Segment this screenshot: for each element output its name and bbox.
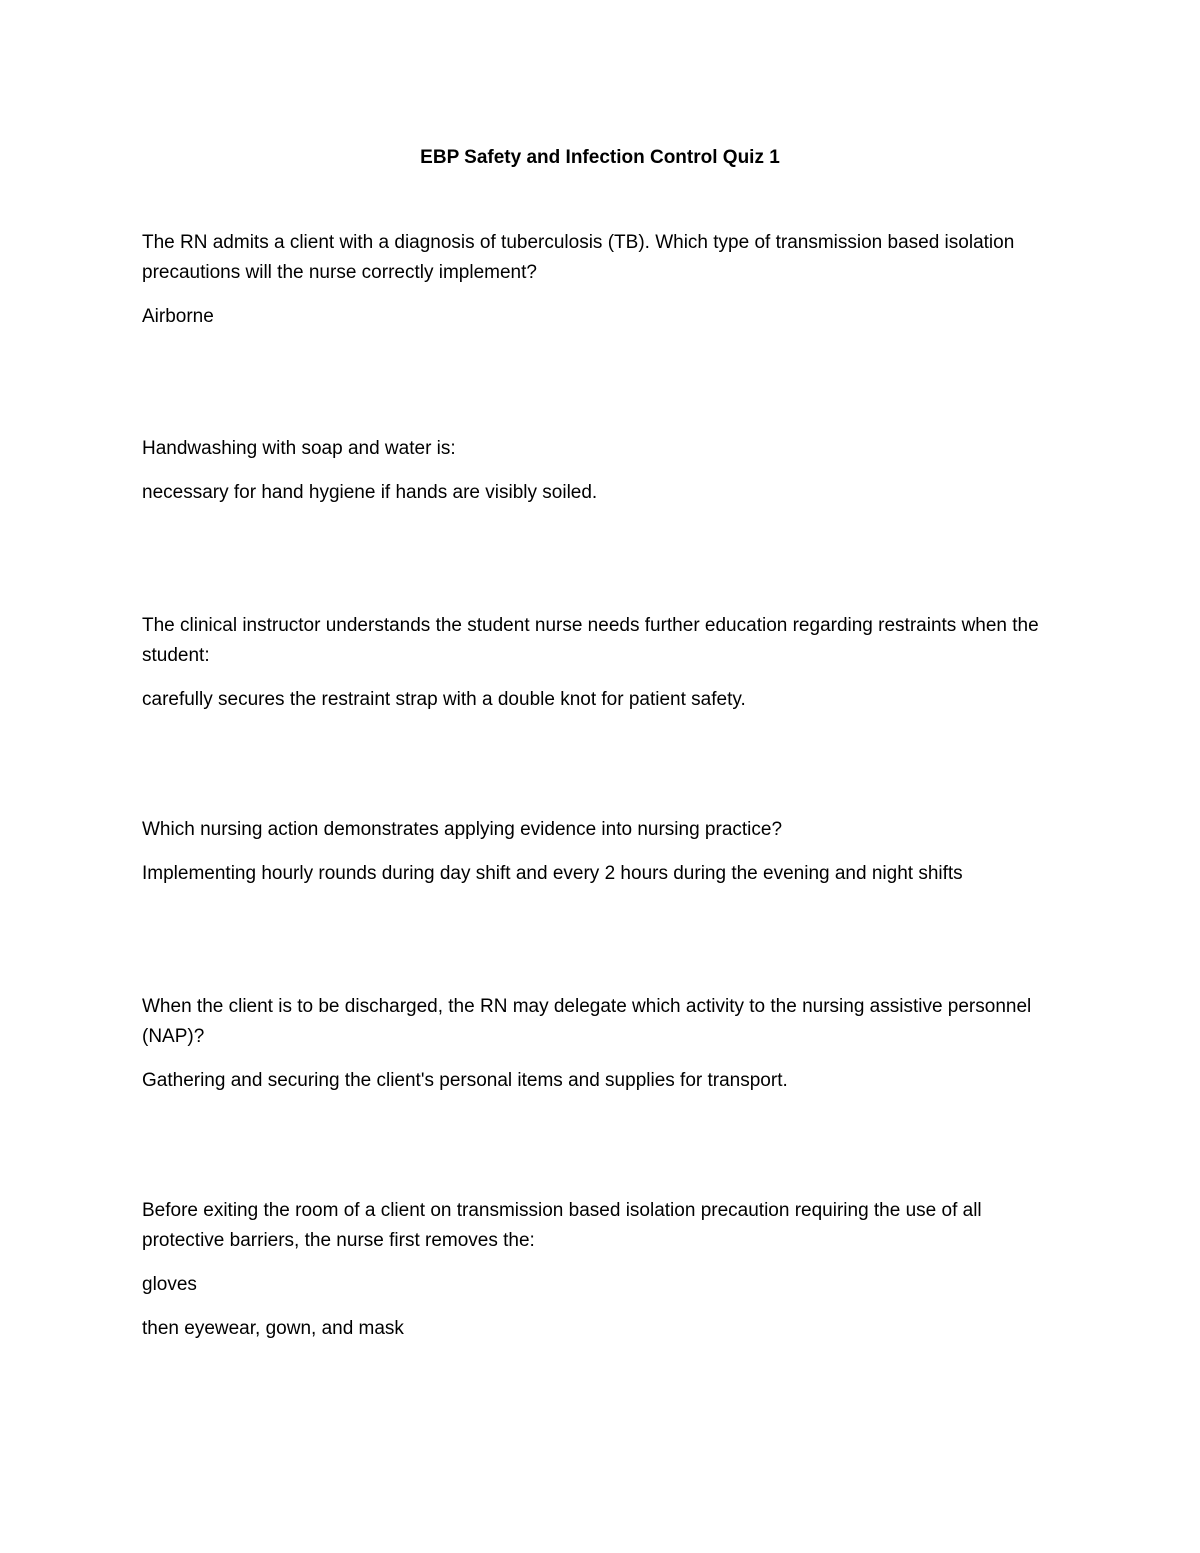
answer-text: Gathering and securing the client's personal items and supplies for transport. xyxy=(142,1070,788,1091)
question-block-5 xyxy=(142,992,1057,1096)
question-text: The clinical instructor understands the student nurse needs further education regarding restraints when the student: xyxy=(142,615,1039,666)
question-text: Handwashing with soap and water is: xyxy=(142,438,456,459)
question-text: Before exiting the room of a client on transmission based isolation precaution requiring the use of all protective barriers, the nurse first removes the: xyxy=(142,1200,982,1251)
question-block-1 xyxy=(142,228,1057,332)
answer-text: necessary for hand hygiene if hands are visibly soiled. xyxy=(142,482,598,503)
question-text: Which nursing action demonstrates applying evidence into nursing practice? xyxy=(142,819,783,840)
page-title: EBP Safety and Infection Control Quiz 1 xyxy=(420,147,780,168)
question-block-4 xyxy=(142,815,1057,889)
answer-text: carefully secures the restraint strap with a double knot for patient safety. xyxy=(142,689,746,710)
question-block-3 xyxy=(142,611,1057,715)
question-block-6 xyxy=(142,1196,1057,1344)
question-text: The RN admits a client with a diagnosis of tuberculosis (TB). Which type of transmission based isolation precautions will the nurse correctly implement? xyxy=(142,232,1015,283)
answer-text: Implementing hourly rounds during day shift and every 2 hours during the evening and night shifts xyxy=(142,863,963,884)
question-text: When the client is to be discharged, the RN may delegate which activity to the nursing assistive personnel (NAP)? xyxy=(142,996,1032,1047)
answer-text: gloves xyxy=(142,1274,197,1295)
answer-text: then eyewear, gown, and mask xyxy=(142,1318,404,1339)
question-block-2 xyxy=(142,434,1057,508)
answer-text: Airborne xyxy=(142,306,214,327)
